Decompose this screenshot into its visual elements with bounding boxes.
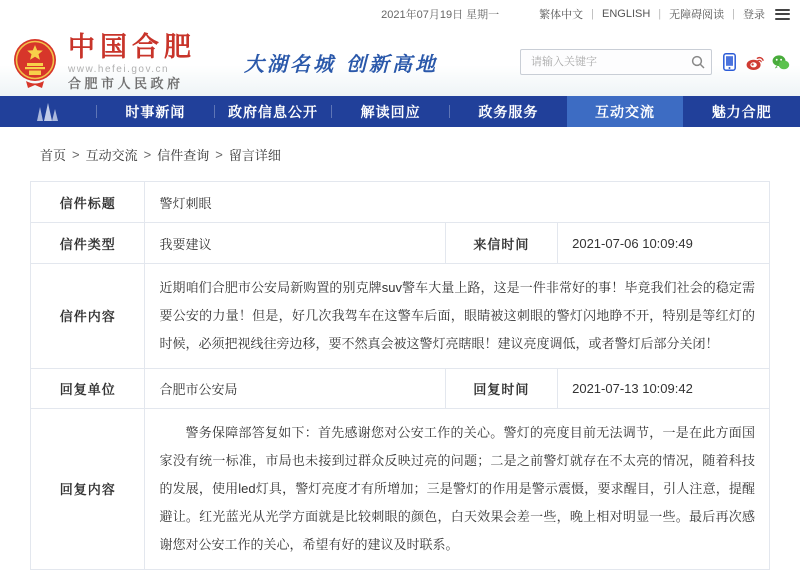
nav-item-interaction[interactable]: 互动交流 bbox=[567, 96, 684, 127]
login-link[interactable]: 登录 bbox=[743, 9, 765, 21]
site-header bbox=[0, 28, 800, 96]
nav-item-gov-info[interactable]: 政府信息公开 bbox=[228, 103, 318, 120]
received-time-label: 来信时间 bbox=[445, 223, 557, 264]
table-row bbox=[31, 264, 770, 369]
nav-item-interpretation[interactable]: 解读回应 bbox=[360, 103, 421, 120]
received-time-value: 2021-07-06 10:09:49 bbox=[558, 223, 770, 264]
search-box bbox=[520, 49, 712, 75]
letter-detail-section bbox=[0, 181, 800, 570]
letter-title-value: 警灯刺眼 bbox=[145, 182, 770, 223]
hamburger-menu-icon[interactable] bbox=[775, 9, 790, 20]
primary-nav bbox=[0, 96, 800, 127]
reply-time-value: 2021-07-13 10:09:42 bbox=[558, 368, 770, 408]
letter-content-label: 信件内容 bbox=[31, 264, 145, 369]
link-separator: | bbox=[732, 8, 735, 20]
breadcrumb-separator: > bbox=[143, 146, 152, 162]
current-date: 2021年07月19日 星期一 bbox=[381, 9, 500, 21]
breadcrumb-current-page: 留言详细 bbox=[228, 147, 281, 163]
letter-detail-table bbox=[30, 181, 770, 570]
table-row bbox=[31, 368, 770, 408]
site-url: www.hefei.gov.cn bbox=[68, 64, 170, 76]
wechat-icon[interactable] bbox=[772, 53, 790, 71]
utility-links bbox=[539, 6, 765, 22]
reply-time-label: 回复时间 bbox=[445, 368, 557, 408]
breadcrumb-letter-search[interactable]: 信件查询 bbox=[157, 147, 210, 163]
table-row bbox=[31, 182, 770, 223]
link-separator: | bbox=[658, 8, 662, 20]
lang-english-link[interactable]: ENGLISH bbox=[601, 8, 651, 20]
reply-unit-value: 合肥市公安局 bbox=[145, 368, 445, 408]
breadcrumb-interaction[interactable]: 互动交流 bbox=[85, 147, 138, 163]
breadcrumb bbox=[0, 127, 800, 181]
site-name: 中国合肥 bbox=[68, 32, 196, 63]
nav-item-services[interactable]: 政务服务 bbox=[478, 103, 539, 120]
breadcrumb-separator: > bbox=[72, 146, 80, 162]
nav-item-news[interactable]: 时事新闻 bbox=[125, 103, 186, 120]
letter-type-value: 我要建议 bbox=[145, 223, 445, 264]
mobile-version-icon[interactable] bbox=[720, 53, 738, 71]
breadcrumb-home[interactable]: 首页 bbox=[40, 147, 67, 163]
search-input[interactable] bbox=[529, 55, 689, 69]
reply-unit-label: 回复单位 bbox=[31, 368, 145, 408]
letter-content-value: 近期咱们合肥市公安局新购置的别克牌suv警车大量上路，这是一件非常好的事！毕竟我们社会的稳定需要公安的力量！但是，好几次我驾车在这警车后面，眼睛被这刺眼的警灯闪地睁不开，特别是等红灯的时候，必须把视线往旁边移，要不然真会被这警灯亮瞎眼！建议亮度调低，或者警灯后部分关闭！ bbox=[145, 264, 770, 369]
table-row bbox=[31, 408, 770, 569]
site-subtitle: 合肥市人民政府 bbox=[68, 75, 184, 91]
lang-traditional-link[interactable]: 繁体中文 bbox=[539, 9, 584, 21]
search-icon[interactable] bbox=[689, 53, 707, 71]
city-slogan: 大湖名城 创新高地 bbox=[244, 51, 438, 76]
nav-item-charm-hefei[interactable]: 魅力合肥 bbox=[711, 103, 772, 120]
nav-skyline-icon[interactable] bbox=[0, 96, 96, 127]
brand-text bbox=[68, 32, 196, 91]
header-tools bbox=[520, 49, 790, 75]
reply-content-label: 回复内容 bbox=[31, 408, 145, 569]
accessibility-link[interactable]: 无障碍阅读 bbox=[669, 9, 725, 21]
link-separator: | bbox=[591, 8, 594, 20]
top-utility-bar bbox=[0, 0, 800, 28]
table-row bbox=[31, 223, 770, 264]
national-emblem-logo bbox=[12, 35, 58, 89]
letter-title-label: 信件标题 bbox=[31, 182, 145, 223]
weibo-icon[interactable] bbox=[746, 53, 764, 71]
site-brand[interactable] bbox=[12, 32, 196, 91]
breadcrumb-separator: > bbox=[215, 146, 223, 162]
reply-content-value: 警务保障部答复如下：首先感谢您对公安工作的关心。警灯的亮度目前无法调节，一是在此方面国家没有统一标准，市局也未接到过群众反映过亮的问题；二是之前警灯就存在不太亮的情况，随着科技的发展，使用led灯具，警灯亮度才有所增加；三是警灯的作用是警示震慑，要求醒目，引人注意，提醒避让。红光蓝光从光学方面就是比较刺眼的颜色，白天效果会差一些，晚上相对明显一些。最后再次感谢您对公安工作的关心，希望有好的建议及时联系。 bbox=[145, 408, 770, 569]
letter-type-label: 信件类型 bbox=[31, 223, 145, 264]
